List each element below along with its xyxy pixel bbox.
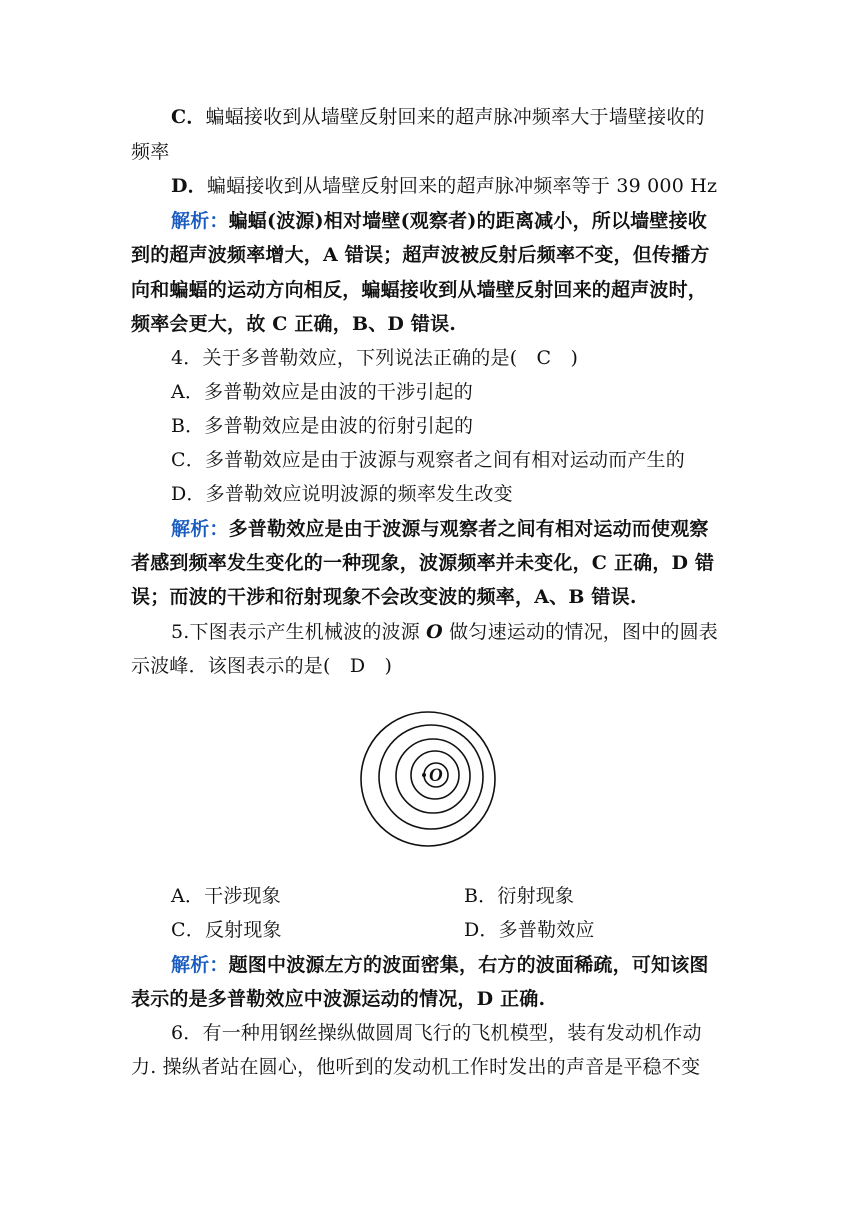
explanation-label: 解析： (171, 954, 229, 976)
q5-explanation-1 (171, 953, 709, 977)
q3-option-c (171, 105, 705, 129)
q4-explanation-3: 误；而波的干涉和衍射现象不会改变波的频率，A、B 错误. (131, 586, 637, 608)
stem-text: 做匀速运动的情况，图中的圆表 (442, 621, 718, 643)
q4-explanation-2: 者感到频率发生变化的一种现象，波源频率并未变化，C 正确，D 错 (131, 552, 715, 574)
q3-explanation-1 (171, 209, 707, 233)
option-letter: D． (171, 175, 207, 197)
q6-stem-2: 力. 操纵者站在圆心，他听到的发动机工作时发出的声音是平稳不变 (131, 1056, 701, 1078)
stem-text: 5.下图表示产生机械波的波源 (171, 621, 427, 643)
q5-stem-1 (171, 620, 718, 644)
explanation-text: 蝙蝠(波源)相对墙壁(观察者)的距离减小，所以墙壁接收 (228, 210, 707, 232)
q3-explanation-2: 到的超声波频率增大，A 错误；超声波被反射后频率不变，但传播方 (131, 244, 710, 266)
explanation-label: 解析： (171, 518, 229, 540)
explanation-text: 多普勒效应是由于波源与观察者之间有相对运动而使观察 (228, 518, 709, 540)
q4-explanation-1 (171, 517, 709, 541)
q3-option-c-cont: 频率 (131, 141, 170, 163)
explanation-text: 题图中波源左方的波面密集，右方的波面稀疏，可知该图 (228, 954, 709, 976)
q4-option-a: A．多普勒效应是由波的干涉引起的 (171, 381, 473, 403)
q3-option-d (171, 174, 717, 198)
q5-option-a: A．干涉现象 (171, 885, 281, 907)
option-text: 蝙蝠接收到从墙壁反射回来的超声脉冲频率等于 39 000 Hz (206, 175, 718, 197)
q4-stem: 4．关于多普勒效应，下列说法正确的是( C ) (171, 347, 579, 369)
q5-explanation-2: 表示的是多普勒效应中波源运动的情况，D 正确. (131, 988, 546, 1010)
q5-stem-2: 示波峰．该图表示的是( D ) (131, 655, 393, 677)
wave-source-point (422, 773, 426, 777)
q3-explanation-4: 频率会更大，故 C 正确，B、D 错误. (131, 313, 457, 335)
q4-option-b: B．多普勒效应是由波的衍射引起的 (171, 415, 474, 437)
q5-option-d: D．多普勒效应 (464, 919, 595, 941)
source-label: O (429, 765, 443, 786)
option-text: 蝙蝠接收到从墙壁反射回来的超声脉冲频率大于墙壁接收的 (205, 106, 705, 128)
wavefront-circle-1 (361, 712, 495, 846)
q4-option-c: C．多普勒效应是由于波源与观察者之间有相对运动而产生的 (171, 449, 685, 471)
source-variable: O (426, 621, 443, 643)
q6-stem-1: 6．有一种用钢丝操纵做圆周飞行的飞机模型，装有发动机作动 (171, 1022, 702, 1044)
doppler-wavefront-figure (360, 697, 510, 862)
q4-option-d: D．多普勒效应说明波源的频率发生改变 (171, 483, 513, 505)
q5-option-b: B．衍射现象 (464, 885, 575, 907)
q5-option-c: C．反射现象 (171, 919, 282, 941)
option-letter: C． (171, 106, 206, 128)
explanation-label: 解析： (171, 210, 229, 232)
q3-explanation-3: 向和蝙蝠的运动方向相反，蝙蝠接收到从墙壁反射回来的超声波时， (131, 279, 708, 301)
